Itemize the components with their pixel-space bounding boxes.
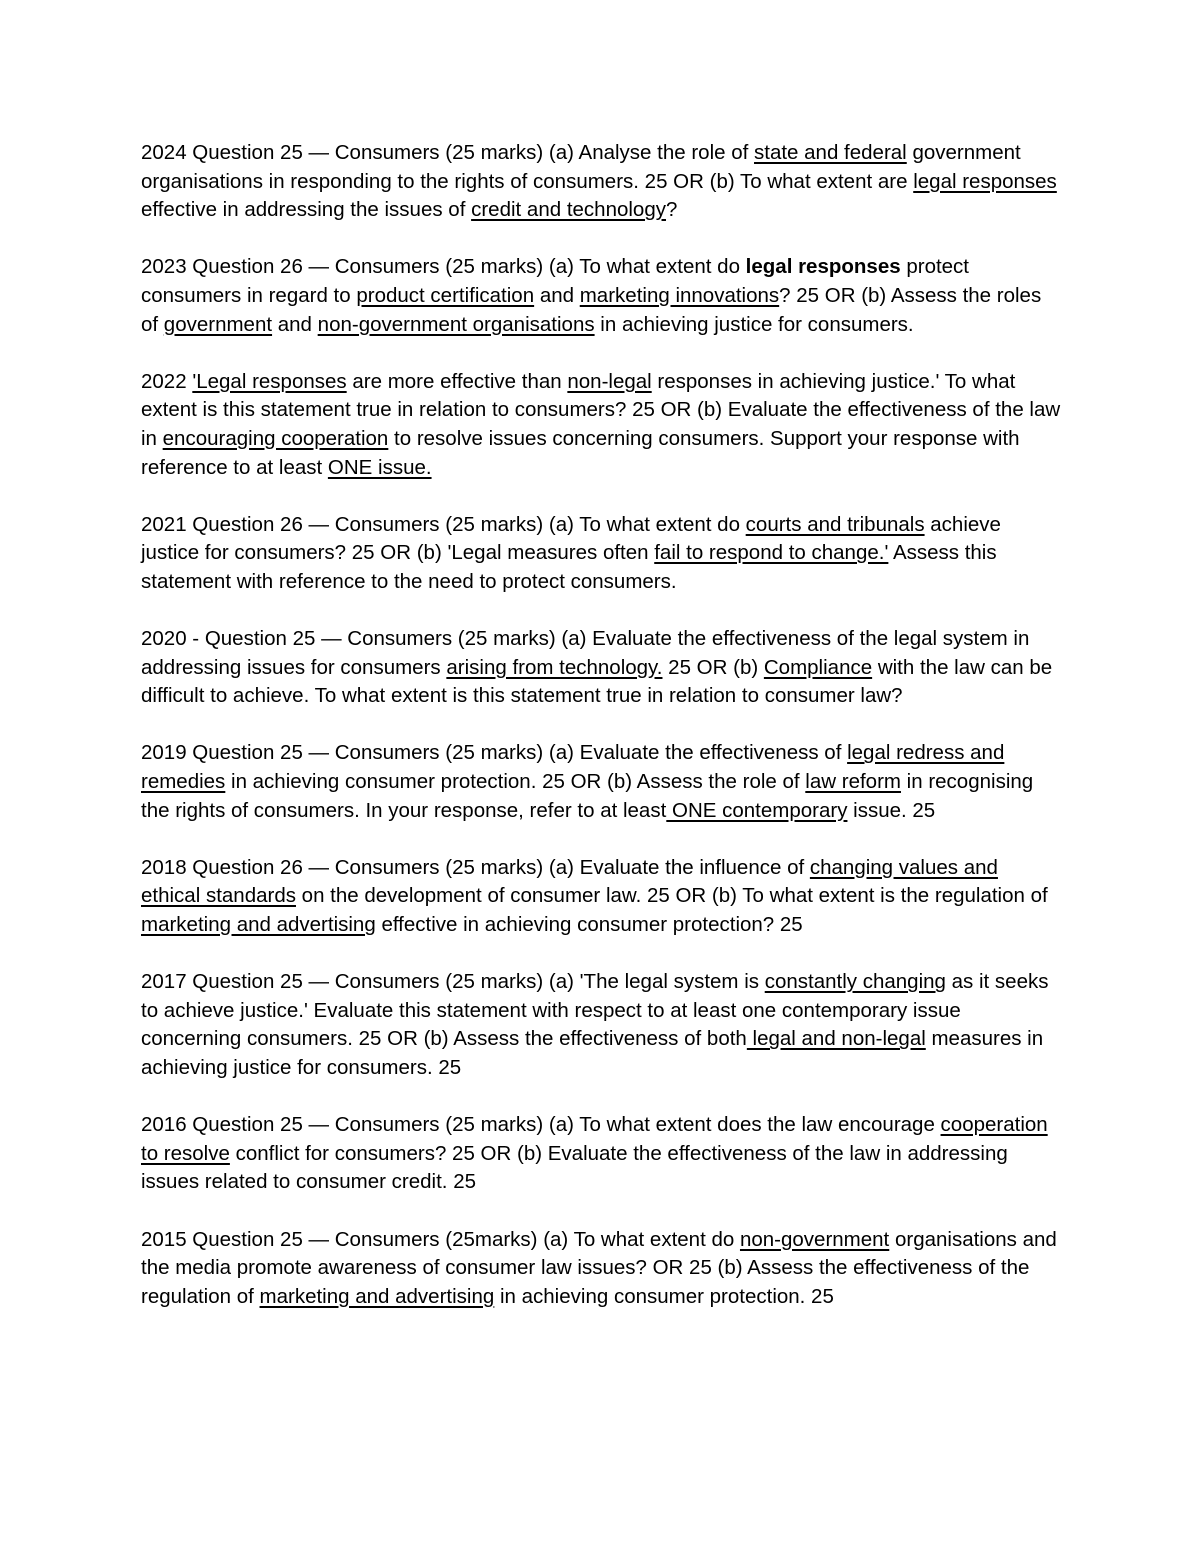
question-text: achieve justice for consumers? 25 OR (b) 'Legal measures often: [141, 512, 1001, 565]
question-text: 2024 Question 25 — Consumers (25 marks) (a) Analyse the role of: [141, 141, 755, 164]
question-text: 2021 Question 26 — Consumers (25 marks) (a) To what extent do: [141, 512, 746, 536]
underlined-phrase: marketing and advertising: [259, 1284, 495, 1308]
question-text: in recognising the rights of consumers. In your response, refer to at least: [141, 770, 1034, 822]
question-text: in achieving consumer protection. 25 OR (b) Assess the role of: [225, 770, 806, 794]
bold-phrase: legal responses: [745, 255, 901, 279]
question-text: responses in achieving justice.' To what extent is this statement true in relation to consumers? 25 OR (b) Evaluate the effectiveness of the law in: [141, 369, 1061, 450]
question-paragraph: [141, 253, 1061, 339]
underlined-phrase: encouraging cooperation: [162, 426, 389, 450]
question-text: 25 OR (b): [662, 655, 764, 679]
underlined-phrase: ONE issue.: [327, 455, 432, 479]
question-paragraph: [141, 1226, 1061, 1312]
underlined-phrase: non-government organisations: [317, 312, 595, 336]
question-text: ?: [665, 198, 678, 222]
question-text: are more effective than: [346, 369, 568, 393]
question-text: 2023 Question 26 — Consumers (25 marks) (a) To what extent do: [141, 255, 746, 279]
question-paragraph: [141, 1111, 1061, 1197]
underlined-phrase: marketing innovations: [579, 283, 780, 307]
question-text: protect consumers in regard to: [141, 255, 970, 307]
question-text: in achieving consumer protection. 25: [494, 1284, 834, 1308]
question-text: government organisations in responding to the rights of consumers. 25 OR (b) To what extent are: [141, 141, 1021, 193]
underlined-phrase: Compliance: [763, 655, 873, 679]
question-list: [141, 139, 1061, 1311]
question-paragraph: [141, 968, 1061, 1082]
question-text: measures in achieving justice for consumers. 25: [141, 1027, 1044, 1079]
question-text: 2018 Question 26 — Consumers (25 marks) (a) Evaluate the influence of: [141, 855, 810, 879]
question-paragraph: [141, 139, 1061, 225]
underlined-phrase: law reform: [805, 770, 901, 794]
underlined-phrase: legal and non-legal: [746, 1027, 926, 1051]
question-text: with the law can be difficult to achieve. To what extent is this statement true in relation to consumer law?: [141, 655, 1053, 708]
question-text: ? 25 OR (b) Assess the roles of: [141, 283, 1042, 336]
question-paragraph: [141, 854, 1061, 940]
question-text: and: [534, 283, 580, 307]
underlined-phrase: credit and technology: [471, 198, 666, 222]
question-text: Assess this statement with reference to the need to protect consumers.: [141, 541, 997, 593]
underlined-phrase: legal redress and remedies: [141, 741, 1005, 794]
question-text: 2017 Question 25 — Consumers (25 marks) (a) 'The legal system is: [141, 970, 765, 994]
question-text: 2016 Question 25 — Consumers (25 marks) (a) To what extent does the law encourage: [141, 1113, 941, 1137]
underlined-phrase: marketing and advertising: [141, 913, 376, 937]
question-text: in achieving justice for consumers.: [594, 312, 914, 336]
question-paragraph: [141, 368, 1061, 482]
question-text: organisations and the media promote awareness of consumer law issues? OR 25 (b) Assess the effectiveness of the regulation of: [141, 1227, 1057, 1308]
underlined-phrase: courts and tribunals: [745, 512, 925, 536]
underlined-phrase: government: [163, 312, 273, 336]
question-paragraph: [141, 739, 1061, 825]
question-text: on the development of consumer law. 25 OR (b) To what extent is the regulation of: [295, 884, 1048, 908]
underlined-phrase: non-legal: [567, 369, 652, 393]
question-text: as it seeks to achieve justice.' Evaluate this statement with respect to at least one contemporary issue concerning consumers. 25 OR (b) Assess the effectiveness of both: [141, 970, 1049, 1051]
underlined-phrase: arising from technology.: [446, 655, 663, 679]
question-text: 2022: [141, 369, 193, 393]
underlined-phrase: changing values and ethical standards: [141, 855, 998, 908]
question-text: and: [272, 312, 318, 336]
question-paragraph: [141, 511, 1061, 597]
underlined-phrase: legal responses: [913, 169, 1057, 193]
question-text: 2019 Question 25 — Consumers (25 marks) (a) Evaluate the effectiveness of: [141, 741, 848, 765]
underlined-phrase: cooperation to resolve: [141, 1113, 1048, 1165]
underlined-phrase: fail to respond to change.': [654, 541, 889, 565]
question-text: 2015 Question 25 — Consumers (25marks) (a) To what extent do: [141, 1227, 740, 1251]
question-text: 2020 - Question 25 — Consumers (25 marks) (a) Evaluate the effectiveness of the legal system in addressing issues for consumers: [141, 627, 1030, 679]
question-text: effective in achieving consumer protection? 25: [375, 913, 803, 937]
question-text: effective in addressing the issues of: [141, 198, 472, 222]
question-text: conflict for consumers? 25 OR (b) Evaluate the effectiveness of the law in addressing issues related to consumer credit. 25: [141, 1141, 1008, 1194]
underlined-phrase: non-government: [739, 1227, 890, 1251]
underlined-phrase: ONE contemporary: [666, 798, 848, 822]
underlined-phrase: state and federal: [754, 141, 907, 164]
underlined-phrase: product certification: [356, 283, 535, 307]
underlined-phrase: constantly changing: [764, 970, 946, 994]
underlined-phrase: 'Legal responses: [192, 369, 347, 393]
question-text: issue. 25: [847, 798, 936, 822]
question-text: to resolve issues concerning consumers. Support your response with reference to at least: [141, 426, 1020, 479]
question-paragraph: [141, 625, 1061, 711]
